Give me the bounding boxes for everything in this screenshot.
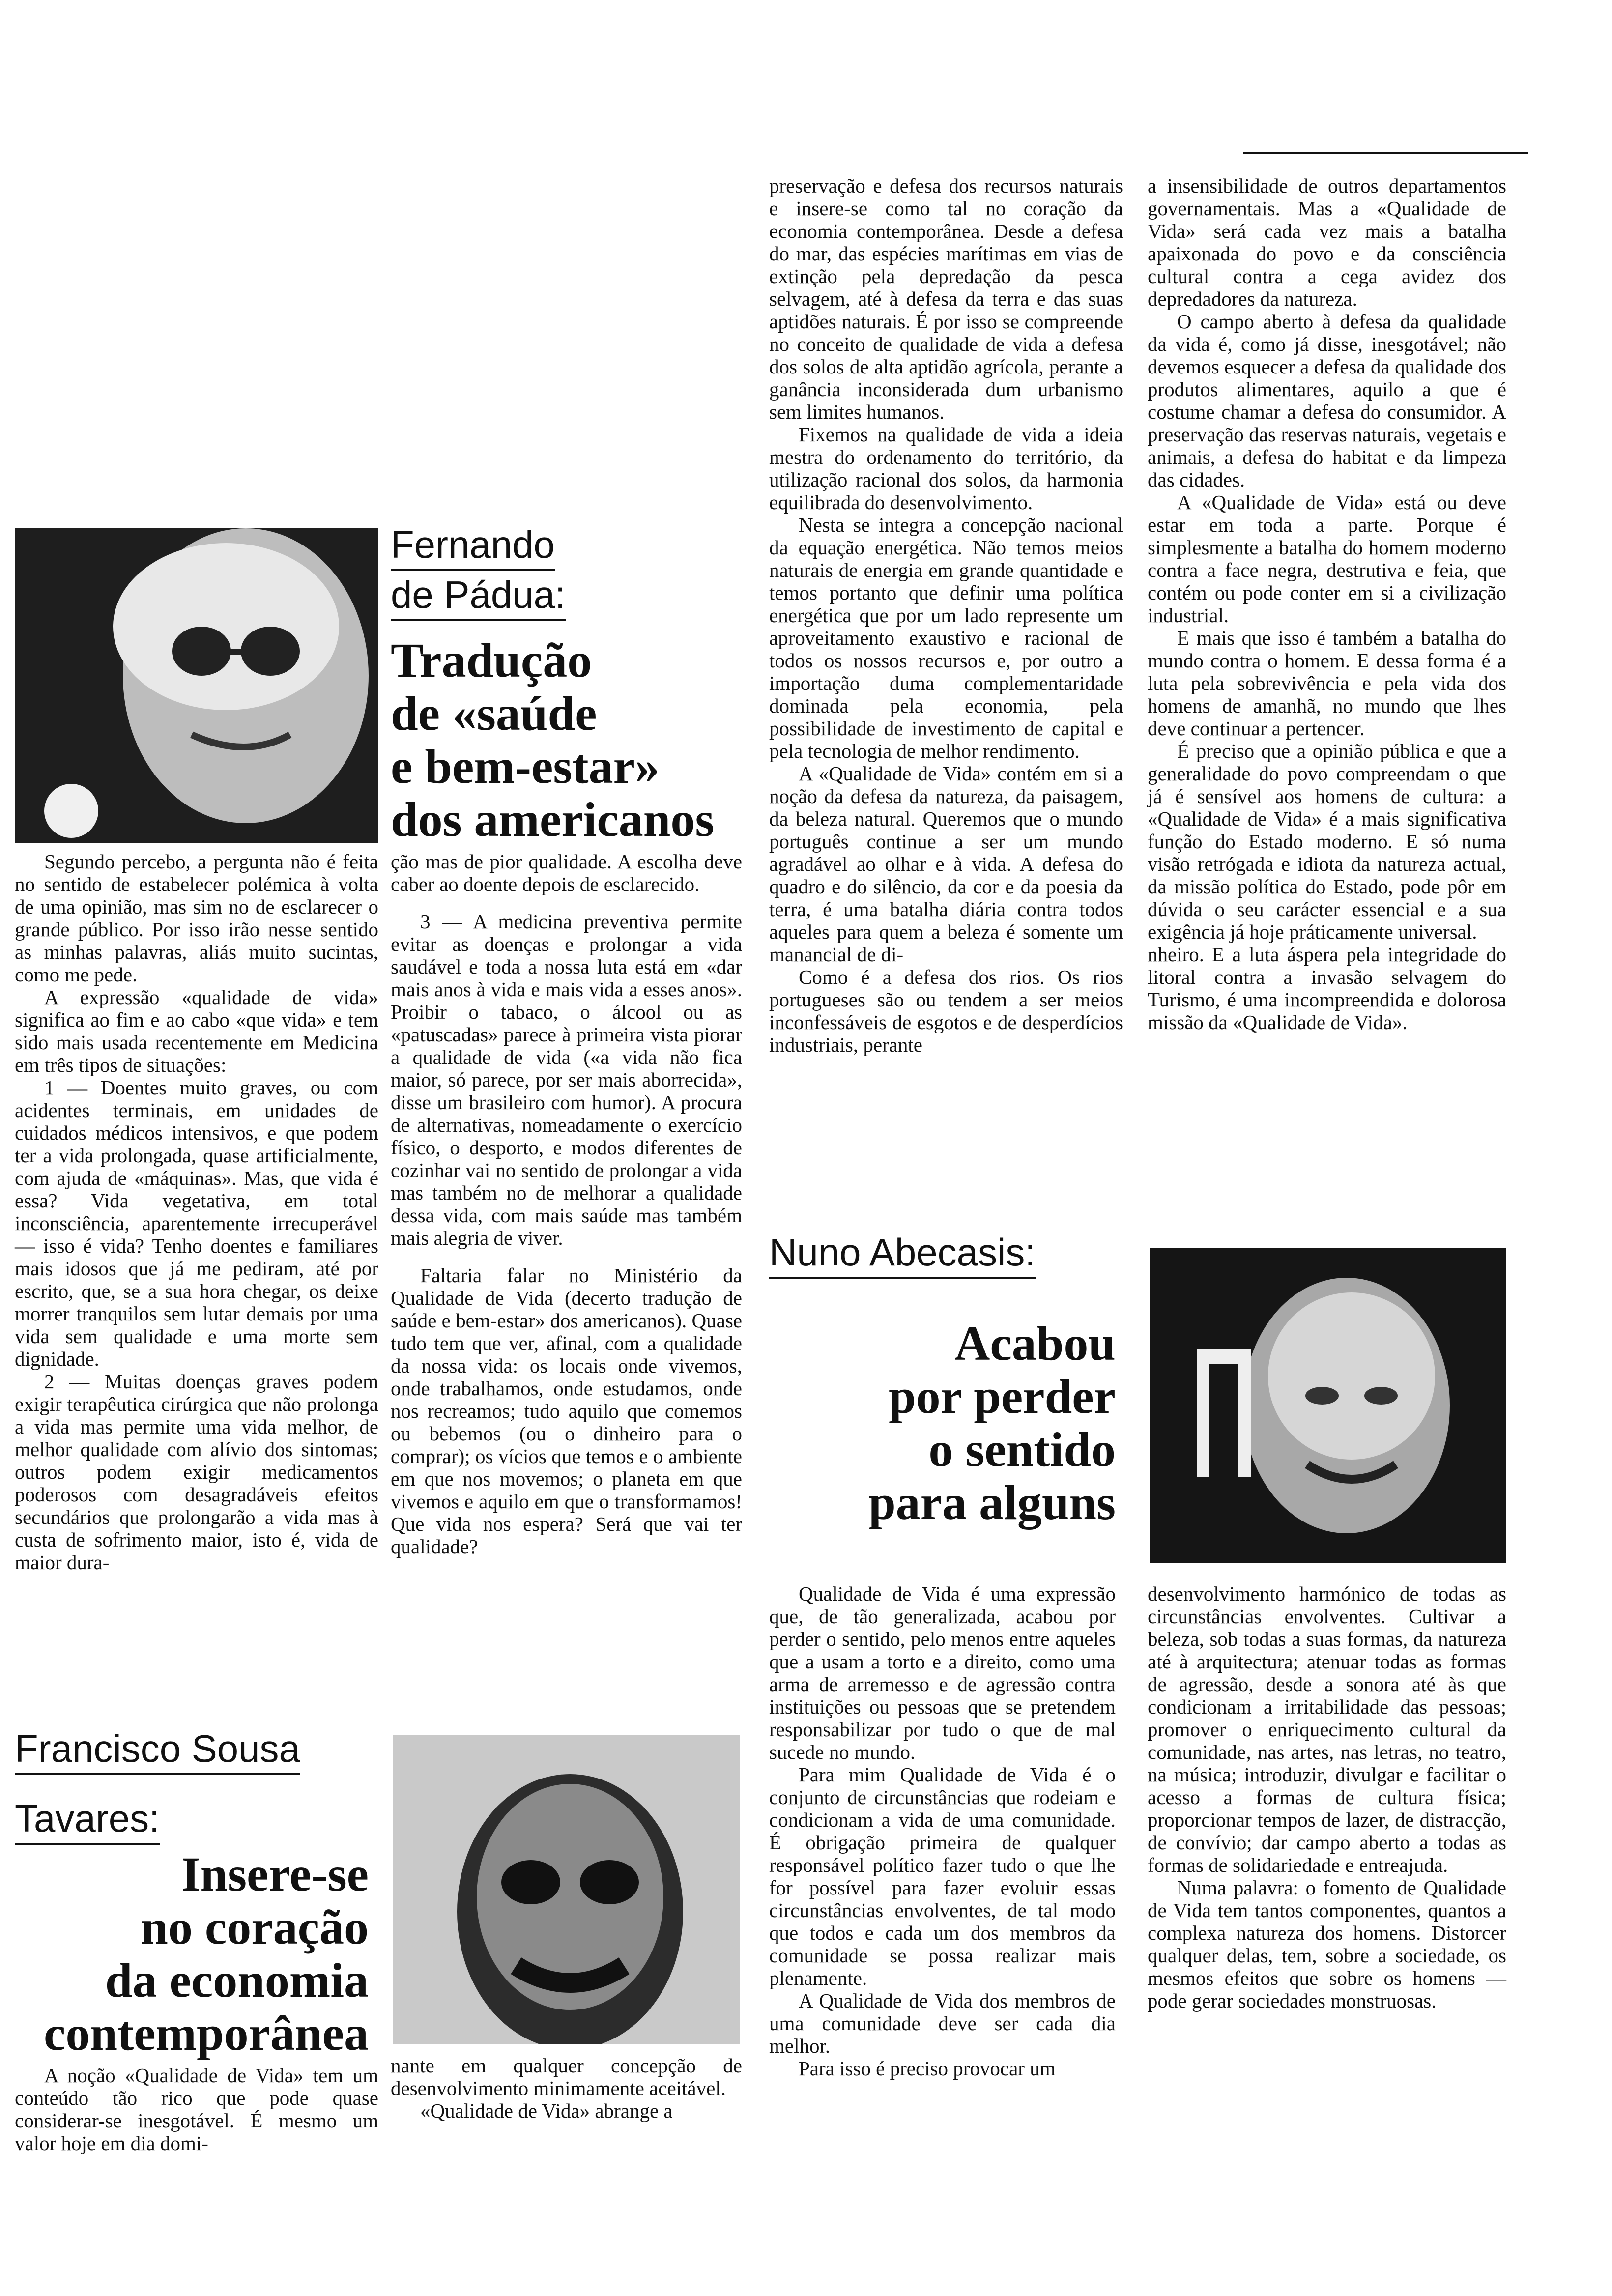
headline-line: dos americanos [391,792,715,847]
francisco-article-continuation [769,174,1123,1056]
paragraph: preservação e defesa dos recursos naturais e insere-se como tal no coração da economia contemporânea. Desde a defesa do mar, das espécies marítimas em vias de extinção pela depredação da pesca selvagem, até à defesa da terra e das suas aptidões naturais. É por isso se compreende no conceito de qualidade de vida a defesa dos solos de alta aptidão agrícola, perante a ganância inconsiderada dum urbanismo sem limites humanos. [769,174,1123,423]
paragraph: Como é a defesa dos rios. Os rios portugueses são ou tendem a ser meios inconfessáveis de esgotos e de desperdícios industriais, perante [769,966,1123,1056]
author-name-nuno [769,1229,1123,1279]
column-top-rule [1243,152,1528,154]
paragraph: A Qualidade de Vida dos membros de uma comunidade deve ser cada dia melhor. [769,1989,1116,2057]
portrait-photo-fernando-de-padua-art [393,1735,740,2044]
headline-line: o sentido [928,1422,1116,1477]
author-name-line: Francisco Sousa [15,1725,300,1775]
paragraph: O campo aberto à defesa da qualidade da vida é, como já disse, inesgotável; não devemos esquecer a defesa da qualidade dos produtos alimentares, aquilo a que é costume chamar a defesa do consumidor. A preservação das reservas naturais, vegetais e animais, a defesa do habitat e da limpeza das cidades. [1148,310,1506,491]
headline-fernando [391,634,745,846]
portrait-photo-fernando-de-padua [393,1735,740,2044]
paragraph: Para isso é preciso provocar um [799,2057,1056,2080]
paragraph: 3 — A medicina preventiva permite evitar as doenças e prolongar a vida saudável e toda a nossa luta está em «dar mais anos à vida e mais vida a esses anos». Proibir o tabaco, o álcool ou as «patuscadas» parece à primeira vista piorar a qualidade de vida («a vida não fica maior, só parece, por ser mais aborrecida», disse um brasileiro com humor). A procura de alternativas, nomeadamente o exercício físico, o desporto, e modos diferentes de cozinhar vai no sentido de prolongar a vida mas também no de melhorar a qualidade dessa vida, com mais saúde mas também mais alegria de viver. [391,910,742,1249]
paragraph: A «Qualidade de Vida» contém em si a noção da defesa da natureza, da paisagem, da beleza natural. Queremos que o mundo português continue a ser um mundo agradável ao olhar e à vida. A defesa do quadro e do silêncio, da cor e da poesia da terra, é uma batalha diária contra todos aqueles para quem a beleza é somente um manancial de di- [769,762,1123,966]
paragraph: 1 — Doentes muito graves, ou com acidentes terminais, em unidades de cuidados médicos intensivos, e que podem ter a vida prolongada, quase artificialmente, com ajuda de «máquinas». Mas, que vida é essa? Vida vegetativa, em total inconsciência, aparentemente irrecuperável — isso é vida? Tenho doentes e familiares mais idosos que já me pediram, até por escrito, que, se a sua hora chegar, os deixe morrer tranquilos sem lutar demais por uma vida sem qualidade e uma morte sem dignidade. [15,1076,378,1370]
paragraph: a insensibilidade de outros departamentos governamentais. Mas a «Qualidade de Vida» será cada vez mais a batalha apaixonada do povo e da consciência cultural contra a cega avidez dos depredadores da natureza. [1148,174,1506,310]
paragraph: Faltaria falar no Ministério da Qualidade de Vida (decerto tradução de saúde e bem-estar» dos americanos). Quase tudo tem que ver, afinal, com a qualidade da nossa vida: os locais onde vivemos, onde trabalhamos, onde estudamos, onde nos recreamos; tudo aquilo que comemos ou bebemos (ou o dinheiro para o comprar); os vícios que temos e o ambiente em que nos movemos; o planeta em que vivemos e aquilo em que o transformamos! Que vida nos espera? Será que vai ter qualidade? [391,1264,742,1558]
headline-line: Insere-se [181,1847,369,1901]
francisco-article-top [15,850,378,1574]
headline-line: Tradução [391,633,592,688]
paragraph: Nesta se integra a concepção nacional da equação energética. Não temos meios naturais de energia em grande quantidade e temos portanto que definir uma política energética que por um lado represente um aproveitamento exaustivo e racional de todos os nossos recursos e, por outro a importação duma complementaridade dominada pela economia, pela possibilidade de investimento de capital e pela tecnologia de melhor rendimento. [769,514,1123,762]
headline-francisco [15,1848,369,2060]
author-name-line: de Pádua: [391,571,566,621]
paragraph: nante em qualquer concepção de desenvolvimento minimamente aceitável. [391,2054,742,2099]
fernando-article [391,850,742,1558]
author-name-fernando [391,521,745,621]
headline-line: no coração [141,1900,369,1954]
nuno-article-left [769,1582,1116,2080]
portrait-photo-francisco-sousa-tavares [15,528,378,843]
paragraph: «Qualidade de Vida» abrange a [420,2099,673,2122]
author-name-line: Tavares: [15,1795,160,1845]
paragraph: E mais que isso é também a batalha do mundo contra o homem. E dessa forma é a luta pela sobrevivência e pela vida dos homens de amanhã, no mundo que lhes deve continuar a pertencer. [1148,627,1506,740]
paragraph: Segundo percebo, a pergunta não é feita no sentido de estabelecer polémica à volta de uma opinião, mas sim no de esclarecer o grande público. Por isso irão nesse sentido as minhas palavras, aliás muito sucintas, como me pede. [15,850,378,986]
headline-line: de «saúde [391,686,597,741]
paragraph: A noção «Qualidade de Vida» tem um conteúdo tão rico que pode quase considerar-se inesgotável. É mesmo um valor hoje em dia domi- [15,2064,378,2154]
portrait-photo-nuno-abecasis-art [1150,1248,1506,1563]
portrait-photo-francisco-sousa-tavares-art [15,528,378,843]
paragraph: A «Qualidade de Vida» está ou deve estar em toda a parte. Porque é simplesmente a batalha do homem moderno contra a face negra, destrutiva e feia, que contém ou pode conter em si a civilização industrial. [1148,491,1506,627]
headline-line: da economia [105,1953,369,2008]
paragraph: Para mim Qualidade de Vida é o conjunto de circunstâncias que rodeiam e condicionam a vida de uma comunidade. É obrigação primeira de qualquer responsável político fazer tudo o que lhe for possível para fazer evoluir essas circunstâncias envolventes, de tal modo que todos e cada um dos membros da comunidade se possa realizar mais plenamente. [769,1763,1116,1989]
francisco-article-continuation-2 [1148,174,1506,1033]
headline-line: Acabou [954,1316,1116,1371]
author-name-line: Fernando [391,521,555,571]
headline-line: contemporânea [44,2006,369,2061]
headline-line: e bem-estar» [391,739,660,794]
paragraph: 2 — Muitas doenças graves podem exigir terapêutica cirúrgica que não prolonga a vida mas permite uma vida melhor, de melhor qualidade com alívio dos sintomas; outros podem exigir medicamentos poderosos com desagradáveis efeitos secundários que prolongarão a vida mas à custa de sofrimento maior, isto é, vida de maior dura- [15,1370,378,1574]
paragraph: ção mas de pior qualidade. A escolha deve caber ao doente depois de esclarecido. [391,850,742,895]
headline-nuno [769,1317,1116,1529]
headline-line: por perder [889,1369,1116,1424]
nuno-article-right [1148,1582,1506,2012]
paragraph: Fixemos na qualidade de vida a ideia mestra do ordenamento do território, da utilização racional dos solos, da harmonia equilibrada do desenvolvimento. [769,423,1123,514]
fernando-article-bottom [391,2054,742,2122]
headline-line: para alguns [868,1475,1116,1530]
paragraph: desenvolvimento harmónico de todas as circunstâncias envolventes. Cultivar a beleza, sob todas a suas formas, da natureza até à arquitectura; atenuar todas as formas de agressão, desde a sonora até às que condicionam a irritabilidade das pessoas; promover o enriquecimento cultural da comunidade, nas artes, nas letras, no teatro, na música; introduzir, divulgar e facilitar o acesso a formas de cultura física; proporcionar tempos de lazer, de distracção, de convívio; dar campo aberto a todas as formas de solidariedade e entreajuda. [1148,1582,1506,1876]
paragraph: Numa palavra: o fomento de Qualidade de Vida tem tantos componentes, quantos a complexa natureza dos homens. Distorcer qualquer delas, tem, sobre a sociedade, os mesmos efeitos que sobre os homens — pode gerar sociedades monstruosas. [1148,1876,1506,2012]
portrait-photo-nuno-abecasis [1150,1248,1506,1563]
paragraph: nheiro. E a luta áspera pela integridade do litoral contra a invasão selvagem do Turismo, é uma incompreendida e dolorosa missão da «Qualidade de Vida». [1148,943,1506,1033]
francisco-article-bottom [15,2064,378,2154]
paragraph: A expressão «qualidade de vida» significa ao fim e ao cabo «que vida» e tem sido mais usada recentemente em Medicina em três tipos de situações: [15,986,378,1076]
author-name-line: Nuno Abecasis: [769,1229,1036,1279]
paragraph: É preciso que a opinião pública e que a generalidade do povo compreendam o que já é sensível aos homens de cultura: a «Qualidade de Vida» é a mais significativa função do Estado moderno. E só numa visão retrógada e idiota da natureza actual, da missão política do Estado, pode pôr em dúvida o seu carácter essencial e a sua exigência já hoje práticamente universal. [1148,740,1506,943]
paragraph: Qualidade de Vida é uma expressão que, de tão generalizada, acabou por perder o sentido, pelo menos entre aqueles que a usam a torto e a direito, como uma arma de arremesso e de agressão contra instituições ou pessoas que se pretendem responsabilizar por tudo o que de mal sucede no mundo. [769,1582,1116,1763]
author-name-francisco [15,1725,378,1845]
